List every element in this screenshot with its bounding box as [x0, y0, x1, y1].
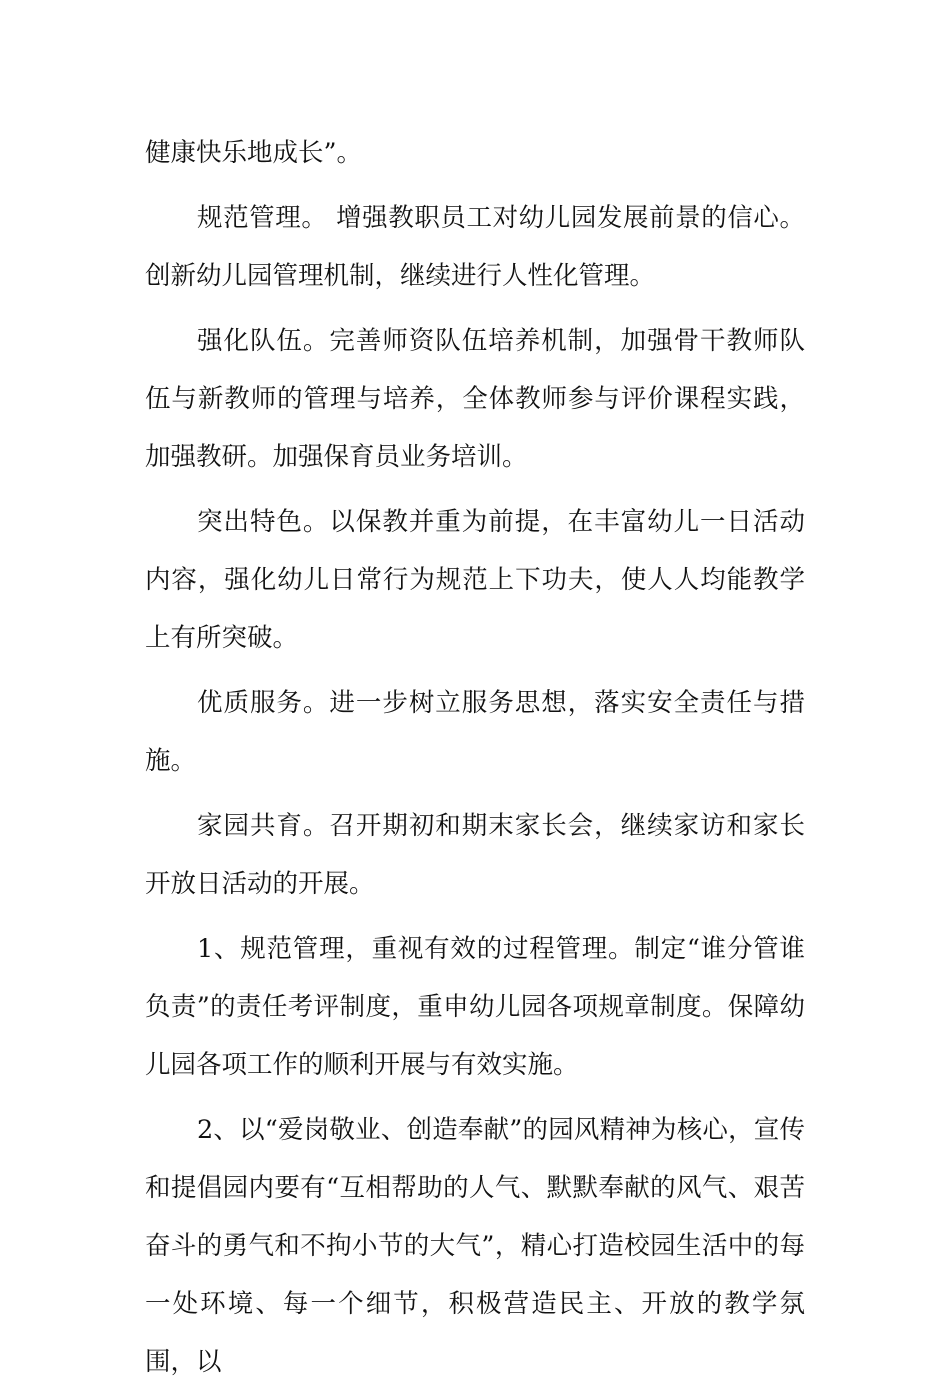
paragraph-highlight-features: 突出特色。以保教并重为前提，在丰富幼儿一日活动内容，强化幼儿日常行为规范上下功夫，使人人均能教学上有所突破。 [145, 507, 805, 653]
paragraph-standardized-management: 规范管理。 增强教职员工对幼儿园发展前景的信心。创新幼儿园管理机制，继续进行人性化管理。 [145, 203, 805, 291]
paragraph-item-2: 2、以“爱岗敬业、创造奉献”的园风精神为核心，宣传和提倡园内要有“互相帮助的人气、默默奉献的风气、艰苦奋斗的勇气和不拘小节的大气”，精心打造校园生活中的每一处环境、每一个细节，积极营造民主、开放的教学氛围，以 [145, 1115, 805, 1377]
paragraph-home-school: 家园共育。召开期初和期末家长会，继续家访和家长开放日活动的开展。 [145, 811, 805, 899]
paragraph-quality-service: 优质服务。进一步树立服务思想，落实安全责任与措施。 [145, 688, 805, 776]
paragraph-item-1: 1、规范管理，重视有效的过程管理。制定“谁分管谁负责”的责任考评制度，重申幼儿园各项规章制度。保障幼儿园各项工作的顺利开展与有效实施。 [145, 934, 805, 1080]
paragraph-strengthen-team: 强化队伍。完善师资队伍培养机制，加强骨干教师队伍与新教师的管理与培养，全体教师参与评价课程实践，加强教研。加强保育员业务培训。 [145, 326, 805, 472]
paragraph-continuation: 健康快乐地成长”。 [145, 138, 363, 168]
document-body [145, 124, 805, 1391]
